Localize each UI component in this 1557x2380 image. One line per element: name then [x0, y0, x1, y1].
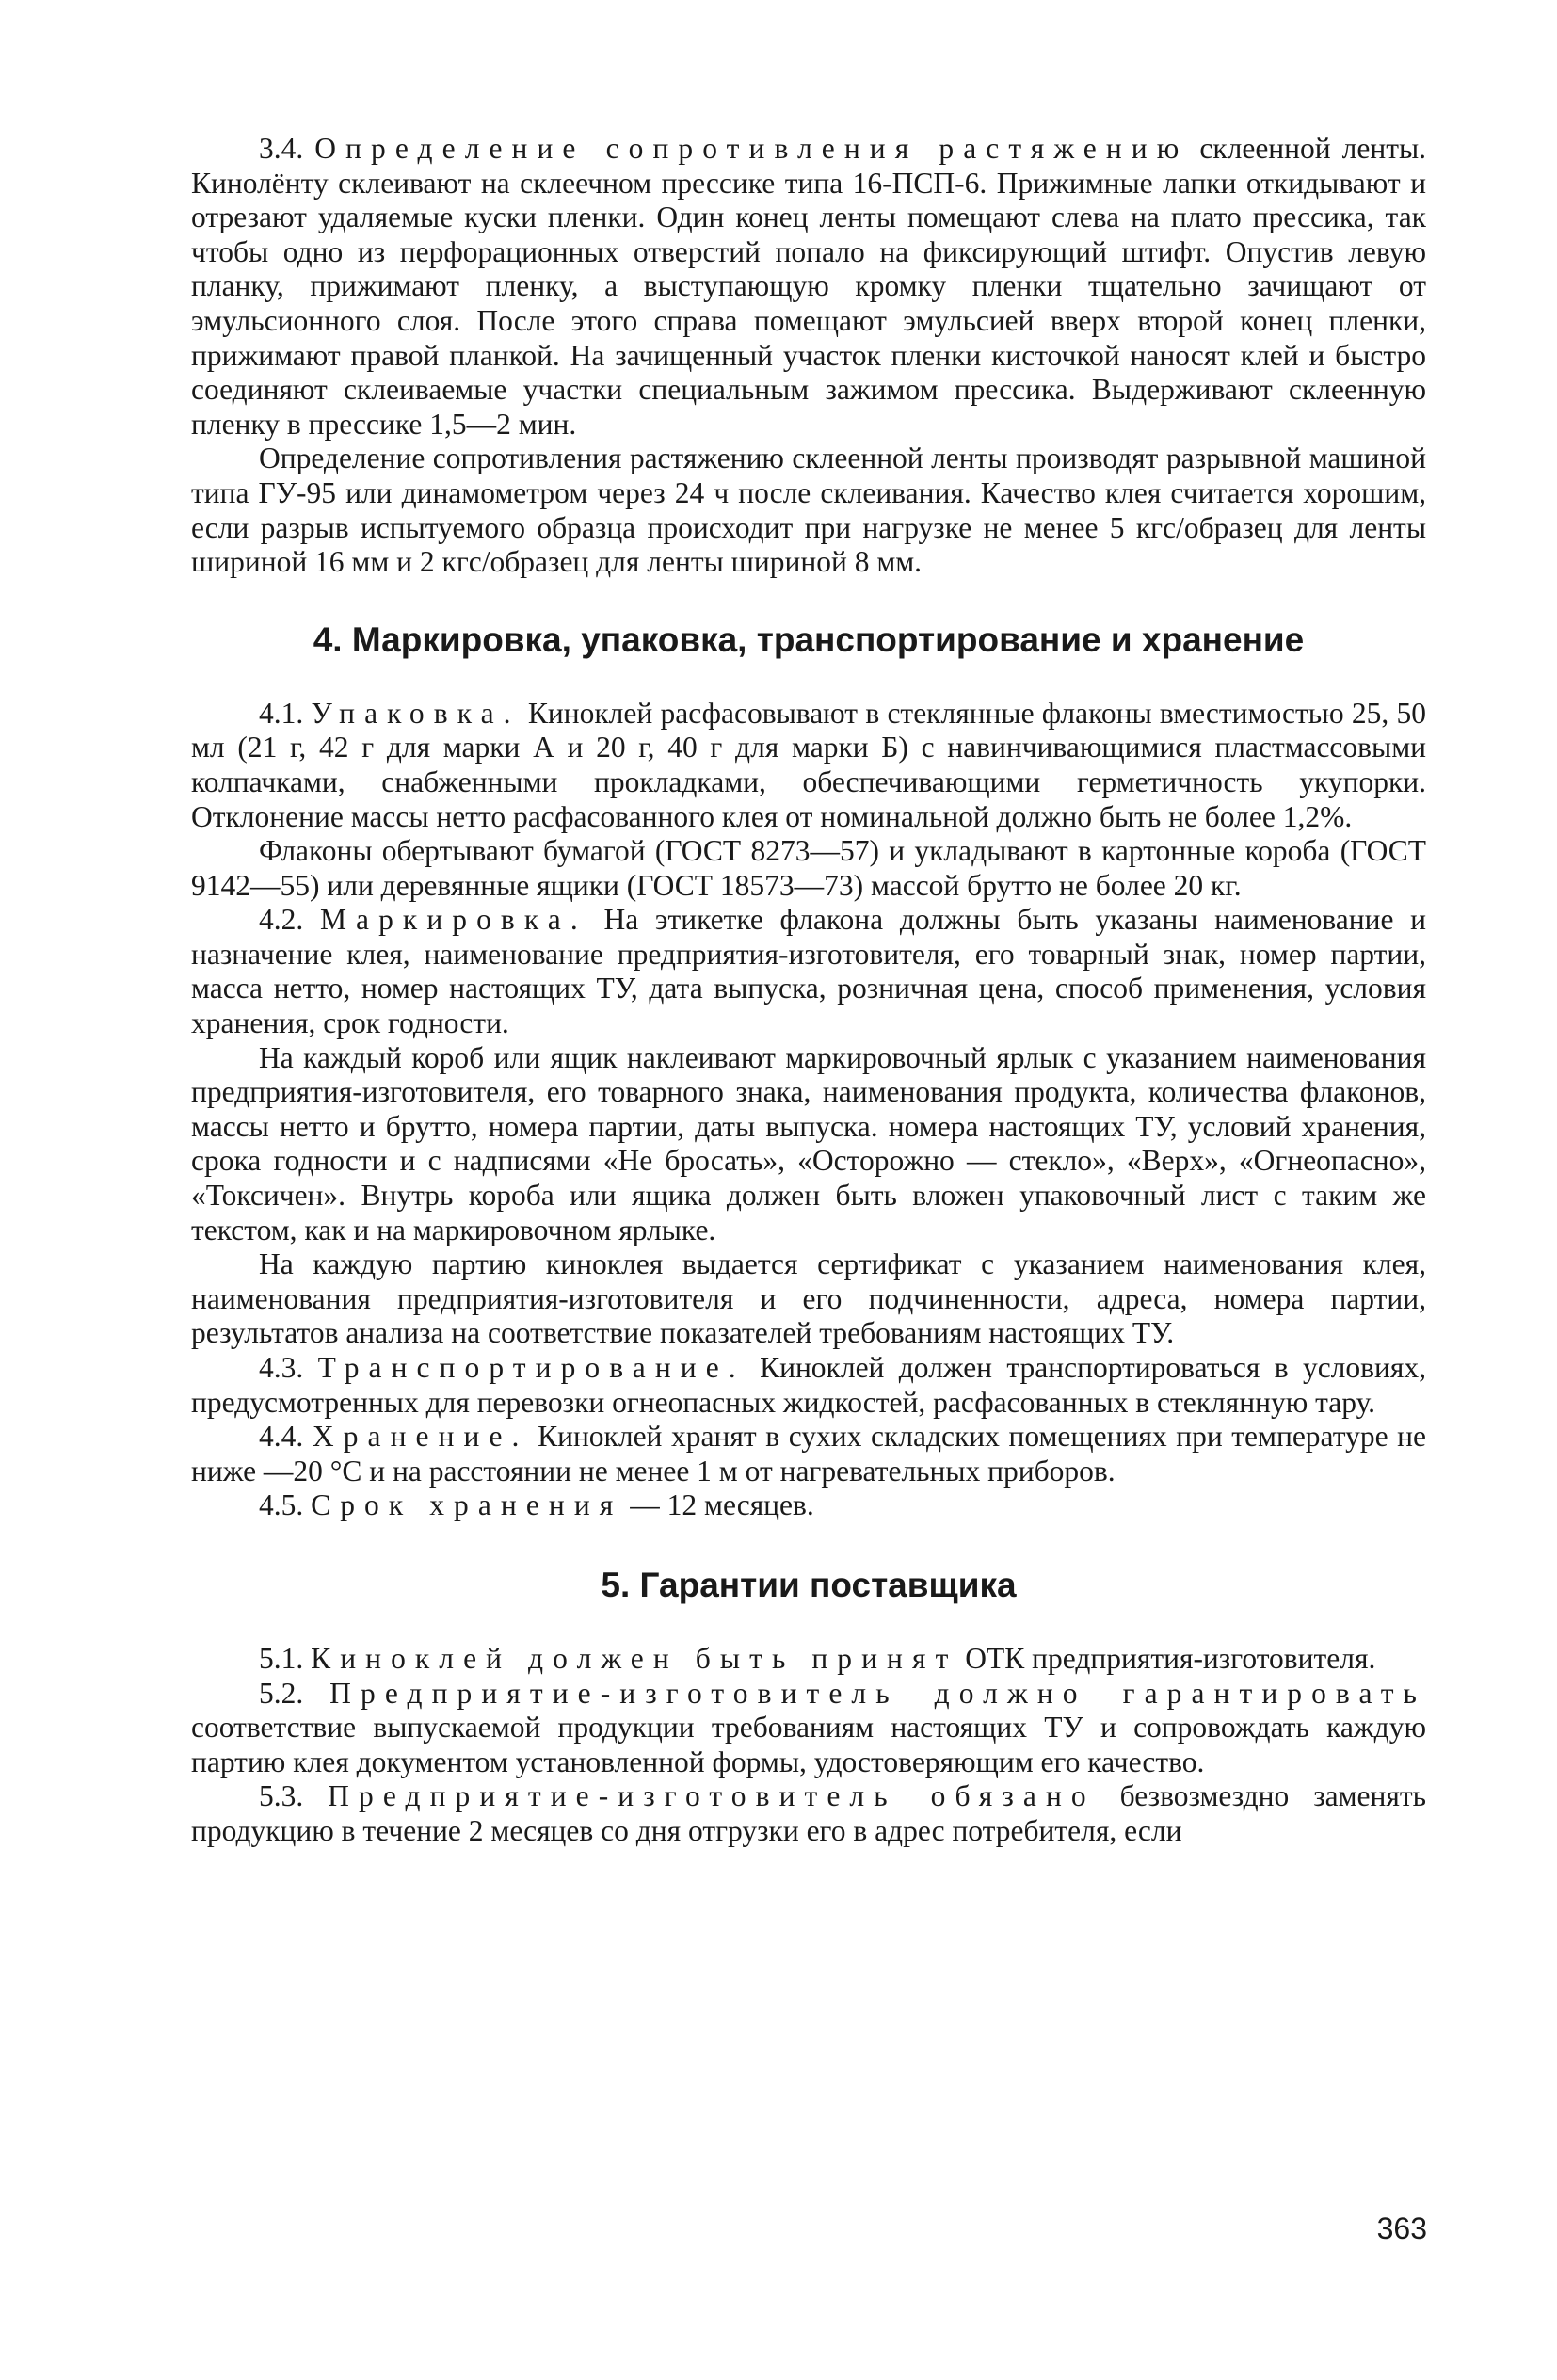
- clause-lead: Маркировка.: [319, 903, 587, 937]
- clause-text: соответствие выпускаемой продукции требованиям настоящих ТУ и сопровождать каждую партию клея документом установленной формы, удостоверяющим его качество.: [191, 1711, 1426, 1778]
- section-4-heading: 4. Маркировка, упаковка, транспортирование и хранение: [313, 619, 1305, 659]
- paragraph-4-2-label: На каждый короб или ящик наклеивают маркировочный ярлык с указанием наименования предприятия-изготовителя, его товарного знака, наименования продукта, количества флаконов, массы нетто и брутто, номера партии, даты выпуска. номера настоящих ТУ, условий хранения, срока годности и с надписями «Не бросать», «Осторожно — стекло», «Верх», «Огнеопасно», «Токсичен». Внутрь короба или ящика должен быть вложен упаковочный лист с таким же текстом, как и на маркировочном ярлыке.: [191, 1040, 1426, 1246]
- paragraph-5-2: [191, 1677, 1426, 1780]
- clause-number: 4.2.: [259, 903, 304, 937]
- clause-number: 4.4.: [259, 1420, 304, 1454]
- section-5-heading: 5. Гарантии поставщика: [601, 1565, 1017, 1604]
- clause-text: Киноклей расфасовывают в стеклянные флаконы вместимостью 25, 50 мл (21 г, 42 г для марки А и 20 г, 40 г для марки Б) с навинчивающимися пластмассовыми колпачками, снабженными прокладками, обеспечивающими герметичность укупорки. Отклонение массы нетто расфасованного клея от номинальной должно быть не более 1,2%.: [191, 696, 1427, 833]
- paragraph-4-2: [191, 903, 1426, 1040]
- clause-number: 5.1.: [259, 1641, 304, 1675]
- paragraph-4-3: [191, 1351, 1426, 1420]
- clause-text: безвозмездно заменять продукцию в течение 2 месяцев со дня отгрузки его в адрес потребителя, если: [191, 1779, 1427, 1847]
- paragraph-4-4: [191, 1420, 1426, 1488]
- paragraph-5-3: [191, 1779, 1426, 1848]
- paragraph-4-2-certificate: На каждую партию киноклея выдается сертификат с указанием наименования клея, наименования предприятия-изготовителя и его подчиненности, адреса, номера партии, результатов анализа на соответствие показателей требованиям настоящих ТУ.: [191, 1247, 1426, 1350]
- clause-number: 4.1.: [259, 696, 304, 730]
- clause-text: склеенной ленты. Кинолёнту склеивают на склеечном прессике типа 16-ПСП-6. Прижимные лапки откидывают и отрезают удаляемые куски пленки. Один конец ленты помещают слева на плато прессика, так чтобы одно из перфорационных отверстий попало на фиксирующий штифт. Опустив левую планку, прижимают пленку, а выступающую кромку пленки тщательно зачищают от эмульсионного слоя. После этого справа помещают эмульсией вверх второй конец пленки, прижимают правой планкой. На зачищенный участок пленки кисточкой наносят клей и быстро соединяют склеиваемые участки специальным зажимом прессика. Выдерживают склеенную пленку в прессике 1,5—2 мин.: [191, 132, 1427, 441]
- paragraph-4-1: [191, 697, 1426, 834]
- paragraph-4-1-continued: Флаконы обертывают бумагой (ГОСТ 8273—57) и укладывают в картонные короба (ГОСТ 9142—55) или деревянные ящики (ГОСТ 18573—73) массой брутто не более 20 кг.: [191, 834, 1426, 902]
- clause-text: — 12 месяцев.: [630, 1488, 814, 1522]
- clause-number: 3.4.: [259, 132, 304, 165]
- page-body: [191, 132, 1426, 1849]
- clause-lead: Хранение.: [312, 1420, 529, 1454]
- clause-lead: Упаковка.: [311, 696, 521, 730]
- clause-text: Киноклей хранят в сухих складских помещениях при температуре не ниже —20 °С и на расстоянии не менее 1 м от нагревательных приборов.: [191, 1420, 1426, 1488]
- page-number: 363: [1376, 2211, 1427, 2245]
- paragraph-3-4: [191, 132, 1426, 442]
- paragraph-4-5: [191, 1488, 1426, 1523]
- clause-number: 4.5.: [259, 1488, 304, 1522]
- clause-lead: Срок хранения: [311, 1488, 623, 1522]
- clause-number: 5.2.: [259, 1676, 304, 1710]
- clause-lead: Предприятие-изготовитель должно гарантировать: [329, 1676, 1426, 1710]
- paragraph-5-1: [191, 1642, 1426, 1677]
- clause-lead: Предприятие-изготовитель обязано: [328, 1779, 1096, 1813]
- clause-lead: Определение сопротивления растяжению: [314, 132, 1189, 165]
- clause-text: Киноклей должен транспортироваться в условиях, предусмотренных для перевозки огнеопасных жидкостей, расфасованных в стеклянную тару.: [191, 1351, 1426, 1419]
- clause-text: ОТК предприятия-изготовителя.: [965, 1641, 1376, 1675]
- clause-lead: Киноклей должен быть принят: [311, 1641, 958, 1675]
- clause-number: 5.3.: [259, 1779, 304, 1813]
- clause-number: 4.3.: [259, 1351, 304, 1384]
- clause-text: На этикетке флакона должны быть указаны наименование и назначение клея, наименование предприятия-изготовителя, его товарный знак, номер партии, масса нетто, номер настоящих ТУ, дата выпуска, розничная цена, способ применения, условия хранения, срок годности.: [191, 903, 1427, 1040]
- clause-lead: Транспортирование.: [317, 1351, 746, 1384]
- paragraph-3-4-continued: Определение сопротивления растяжению склеенной ленты производят разрывной машиной типа ГУ-95 или динамометром через 24 ч после склеивания. Качество клея считается хорошим, если разрыв испытуемого образца происходит при нагрузке не менее 5 кгс/образец для ленты шириной 16 мм и 2 кгс/образец для ленты шириной 8 мм.: [191, 442, 1426, 579]
